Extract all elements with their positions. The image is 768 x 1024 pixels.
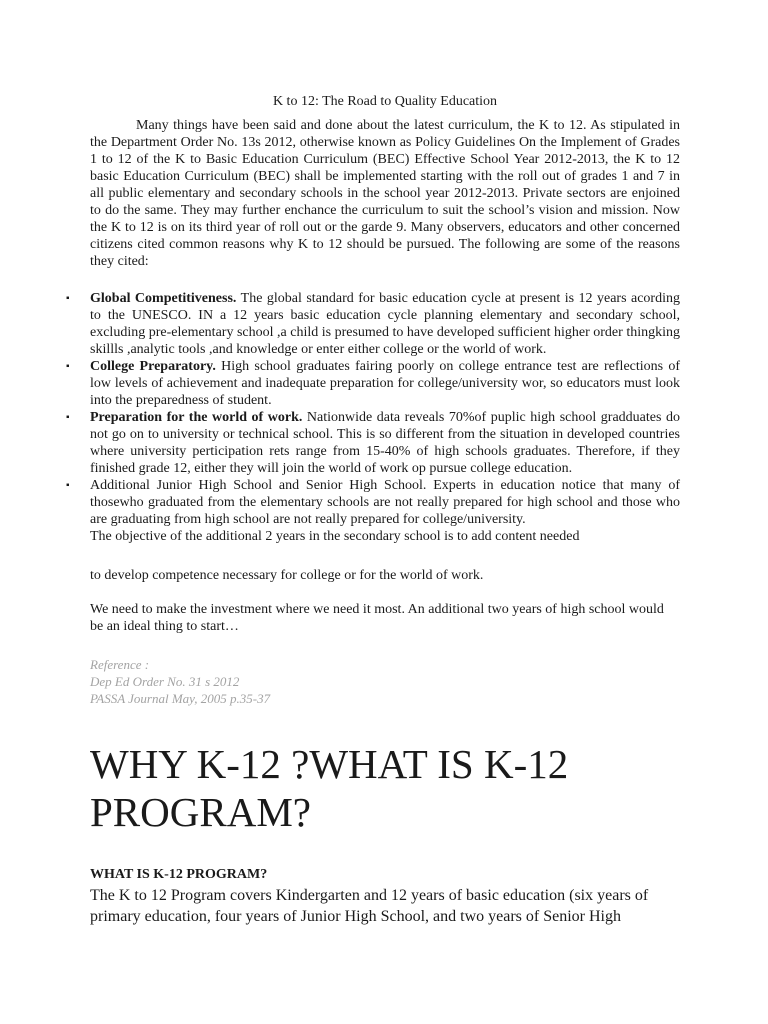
- list-item-college-preparatory: [66, 358, 681, 409]
- investment-paragraph: We need to make the investment where we need it most. An additional two years of high school would be an ideal thing to start…: [90, 602, 664, 634]
- reference-item: Dep Ed Order No. 31 s 2012: [90, 674, 240, 689]
- develop-paragraph: to develop competence necessary for college or for the world of work.: [90, 568, 484, 583]
- bullet-text: High school graduates fairing poorly on college entrance test are reflections of low levels of achievement and inadequate preparation for college/university wor, so educators must look into the preparedness of student.: [90, 359, 681, 408]
- document-title: K to 12: The Road to Quality Education: [272, 94, 498, 109]
- bullet-marker-icon: ▪: [66, 480, 70, 491]
- bullet-marker-icon: ▪: [66, 361, 70, 372]
- reference-block: [90, 656, 680, 707]
- bullet-marker-icon: ▪: [66, 293, 70, 304]
- objective-line: The objective of the additional 2 years in the secondary school is to add content needed: [90, 529, 580, 544]
- section-heading: WHY K-12 ?WHAT IS K-12 PROGRAM?: [90, 741, 569, 835]
- bullet-text: Additional Junior High School and Senior High School. Experts in education notice that many of thosewho graduated from the elementary schools are not really prepared for high school and those who are graduating from high school are not really prepared for college/university.: [90, 478, 680, 527]
- list-item-world-of-work: [66, 409, 680, 477]
- list-item-global-competitiveness: [66, 290, 680, 358]
- reasons-list: [66, 290, 681, 545]
- bullet-text: Nationwide data reveals 70%of puplic high school gradduates do not go on to university or technical school. This is so different from the situation in developed countries where university perticipation rets range from 15-40% of high schools graduates. Therefore, if they finished grade 12, either they will join the world of work op pursue college education.: [90, 410, 680, 476]
- bullet-text: The global standard for basic education cycle at present is 12 years acording to the UNESCO. IN a 12 years basic education cycle planning elementary and secondary school, excluding pre-elementary school ,a child is presumed to have developed sufficient higher order thingking skillls ,analytic tools ,and knowledge or enter either college or the world of work.: [90, 291, 680, 357]
- sub-heading: WHAT IS K-12 PROGRAM?: [90, 867, 268, 882]
- reference-label: Reference :: [90, 657, 150, 672]
- intro-paragraph: Many things have been said and done about the latest curriculum, the K to 12. As stipulated in the Department Order No. 13s 2012, otherwise known as Policy Guidelines On the Implement of Grades 1 to 12 of the K to Basic Education Curriculum (BEC) Effective School Year 2012-2013, the K to 12 basic Education Curriculum (BEC) shall be implemented starting with the roll out of grades 1 and 7 in all public elementary and secondary schools in the school year 2012-2013. Private sectors are enjoined to do the same. They may further enchance the curriculum to suit the school’s vision and mission. Now the K to 12 is on its third year of roll out or the garde 9. Many observers, educators and other concerned citizens cited common reasons why K to 12 should be pursued. The following are some of the reasons they cited:: [90, 118, 680, 269]
- bullet-heading: College Preparatory.: [90, 359, 216, 374]
- bullet-heading: Preparation for the world of work.: [90, 410, 303, 425]
- bullet-marker-icon: ▪: [66, 412, 70, 423]
- list-item-additional-high-school: [66, 477, 680, 545]
- program-paragraph: The K to 12 Program covers Kindergarten and 12 years of basic education (six years of primary education, four years of Junior High School, and two years of Senior High: [90, 887, 649, 925]
- reference-item: PASSA Journal May, 2005 p.35-37: [90, 691, 271, 706]
- bullet-heading: Global Competitiveness.: [90, 291, 237, 306]
